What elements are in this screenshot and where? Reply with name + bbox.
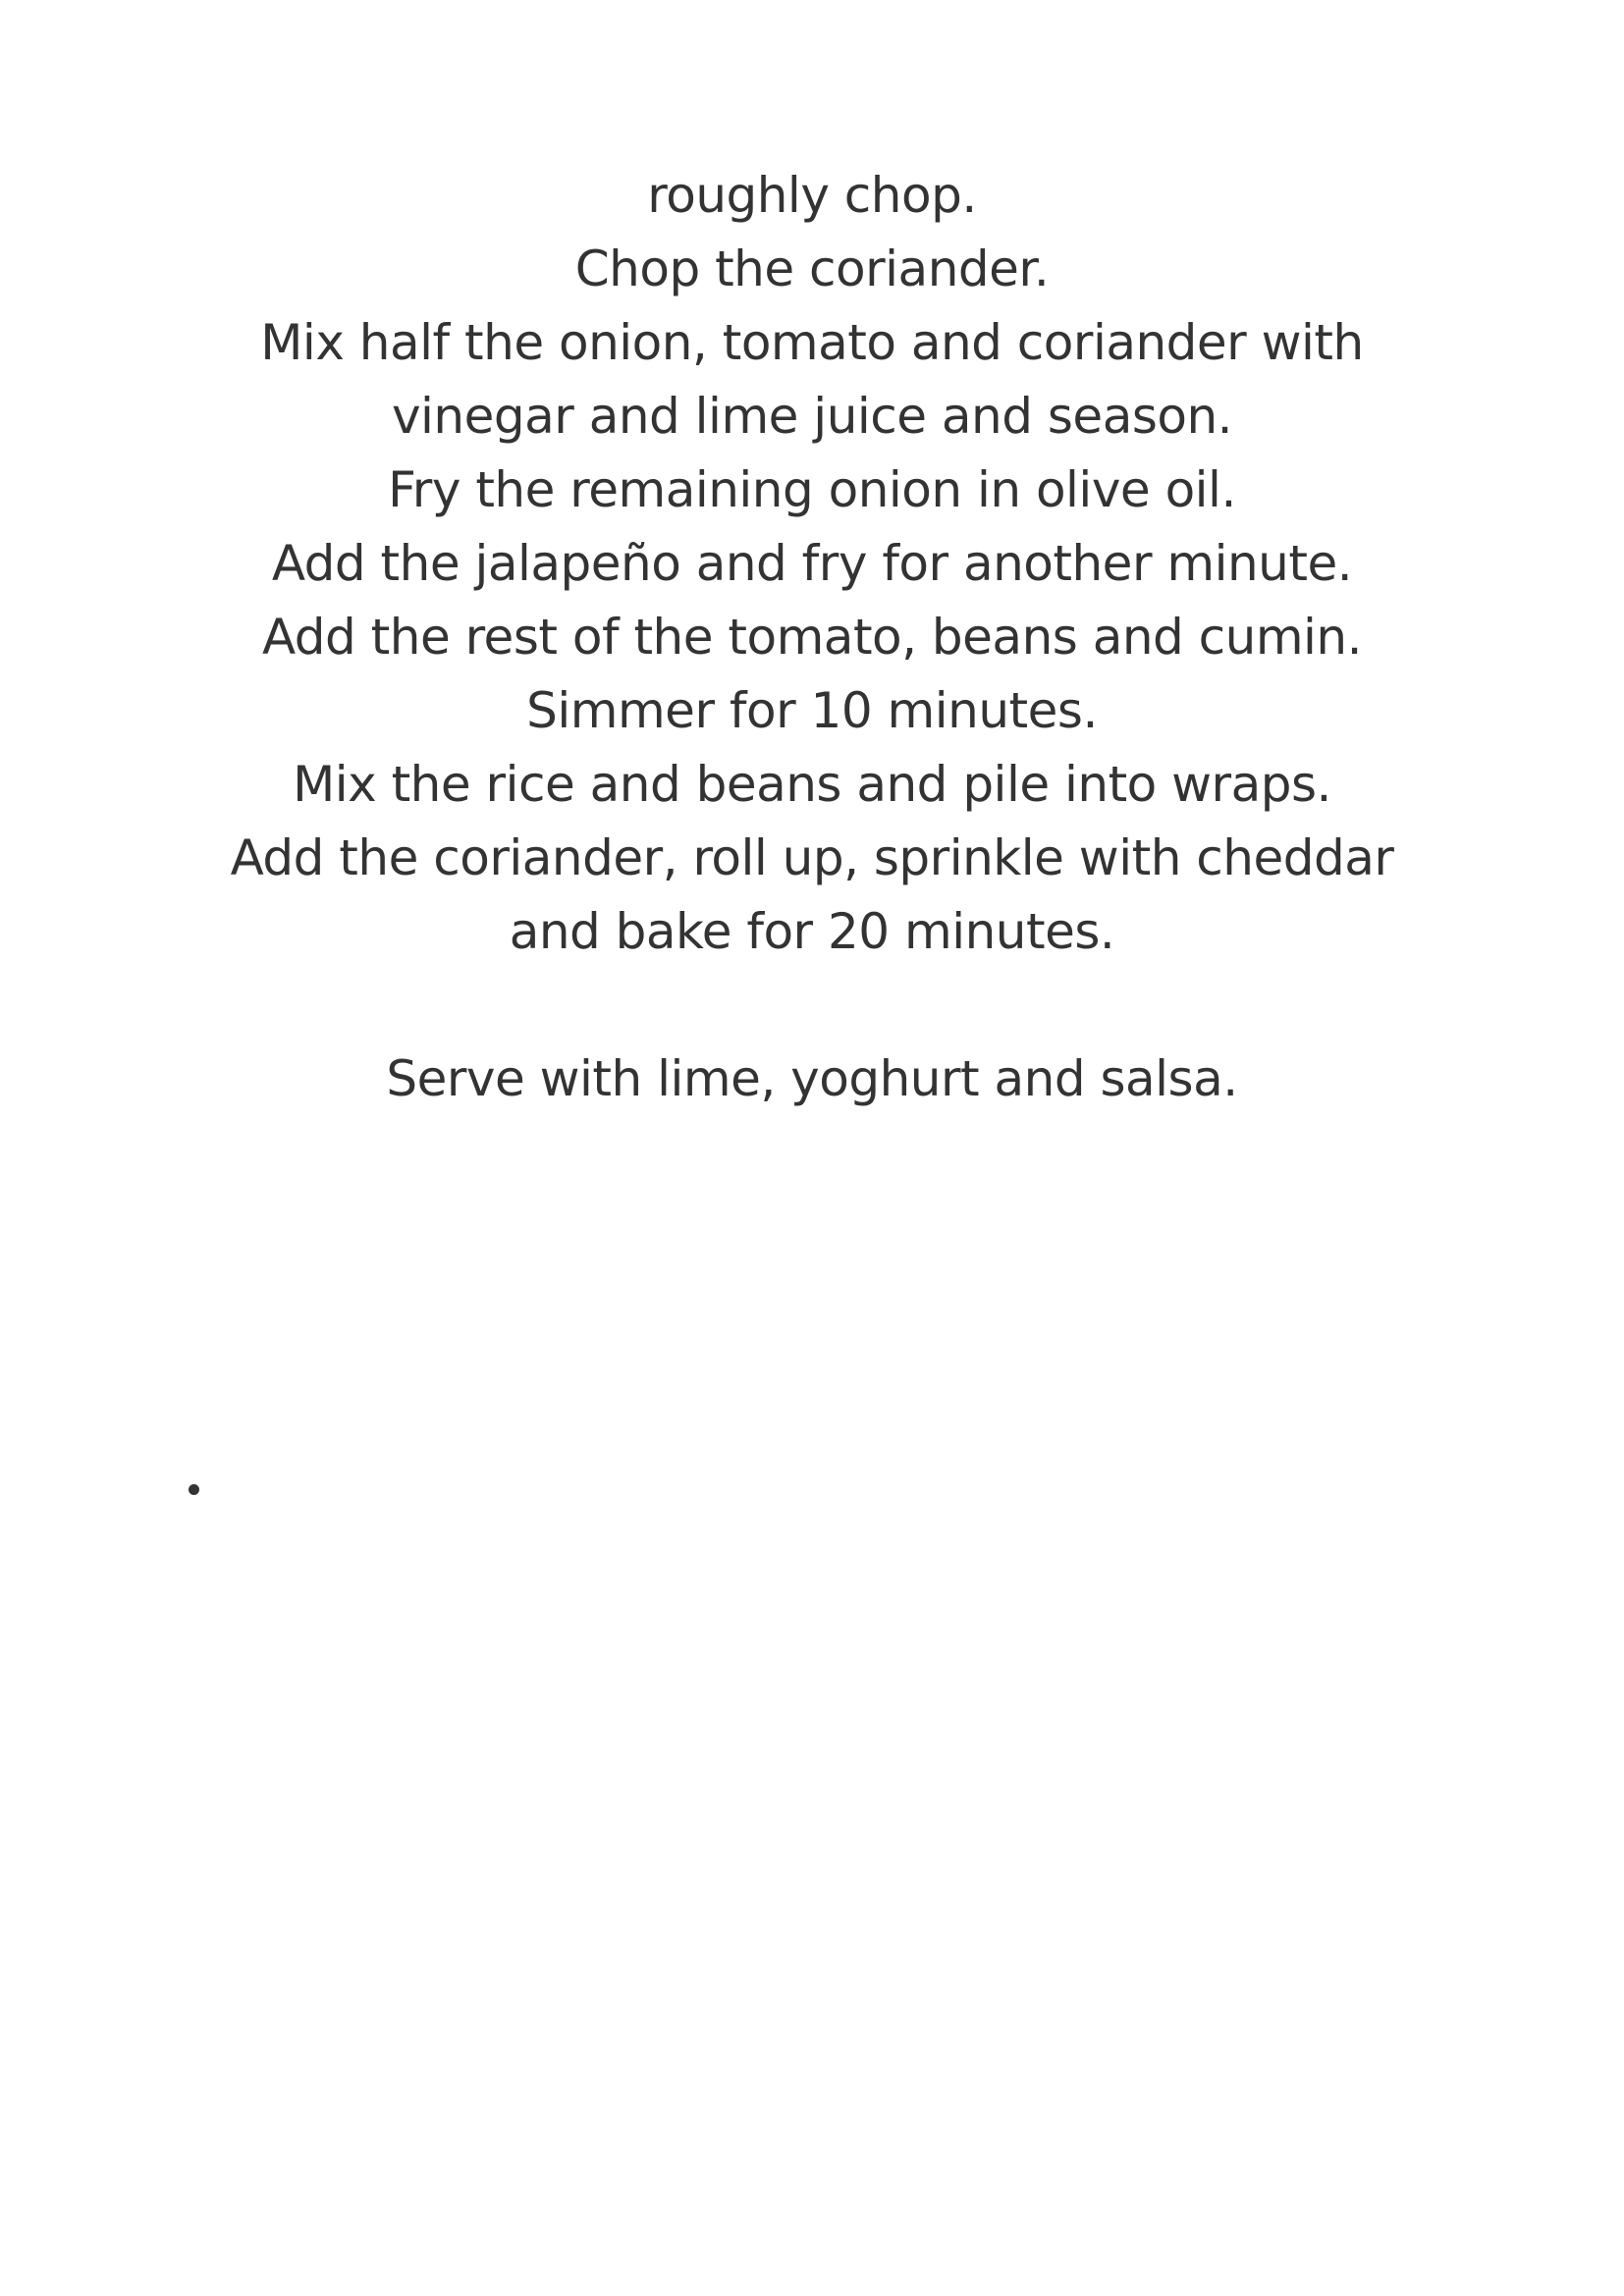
method-line: Add the rest of the tomato, beans and cumin.	[261, 609, 1363, 666]
bullet-point-icon	[189, 1484, 199, 1495]
method-line: Mix half the onion, tomato and coriander with	[260, 314, 1364, 371]
method-line: Fry the remaining onion in olive oil.	[388, 461, 1236, 518]
serving-suggestion: Serve with lime, yoghurt and salsa.	[386, 1050, 1238, 1107]
method-line: Simmer for 10 minutes.	[526, 682, 1098, 739]
method-line: Mix the rice and beans and pile into wraps.	[293, 756, 1331, 813]
method-line: and bake for 20 minutes.	[509, 903, 1115, 960]
method-line: vinegar and lime juice and season.	[391, 388, 1233, 445]
method-text	[0, 159, 1624, 1116]
method-line: Chop the coriander.	[574, 240, 1050, 297]
method-line: Add the coriander, roll up, sprinkle with cheddar	[230, 829, 1394, 886]
method-line: roughly chop.	[647, 167, 977, 224]
method-line: Add the jalapeño and fry for another minute.	[271, 535, 1353, 592]
